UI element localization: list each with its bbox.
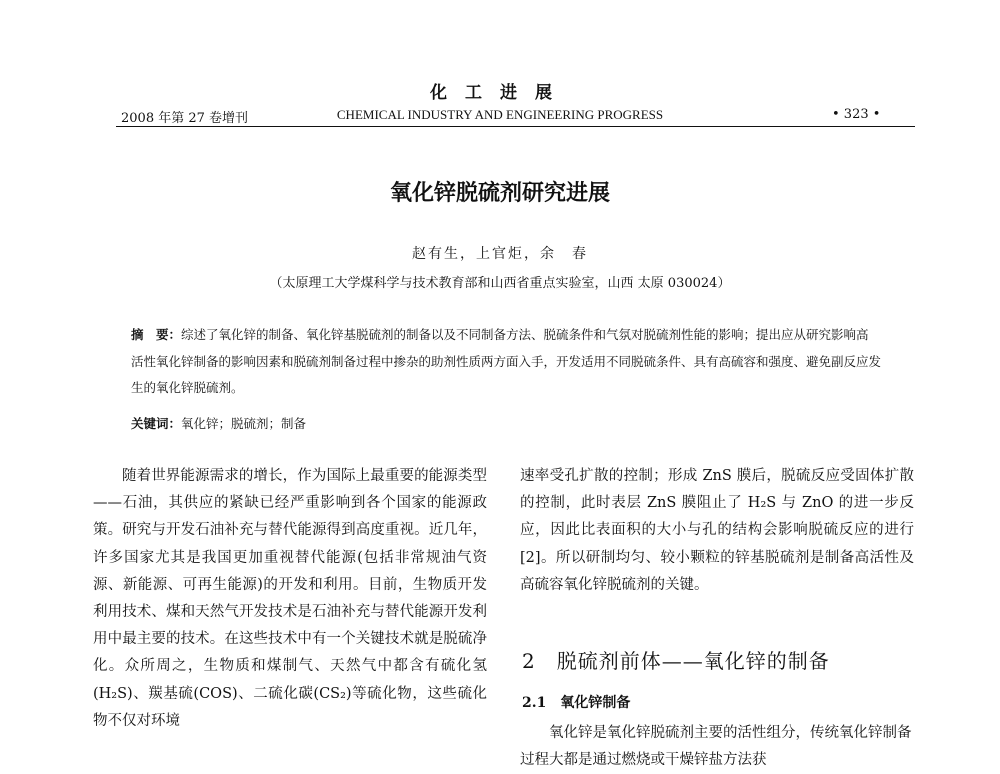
keywords-label: 关键词： xyxy=(131,416,182,431)
article-title: 氧化锌脱硫剂研究进展 xyxy=(389,180,610,206)
keywords-text: 氧化锌；脱硫剂；制备 xyxy=(181,416,307,431)
section-2-1-heading: 2.1 氧化锌制备 xyxy=(522,695,631,711)
intro-paragraph: 随着世界能源需求的增长，作为国际上最重要的能源类型——石油，其供应的紧缺已经严重影响到各个国家的能源政策。研究与开发石油补充与替代能源得到高度重视。近几年，许多国家尤其是我国更加重视替代能源(包括非常规油气资源、新能源、可再生能源)的开发和利用。目前，生物质开发利用技术、煤和天然气开发技术是石油补充与替代能源开发利用中最主要的技术。在这些技术中有一个关键技术就是脱硫净化。众所周之，生物质和煤制气、天然气中都含有硫化氢(H₂S)、羰基硫(COS)、二硫化碳(CS₂)等硫化物，这些硫化物不仅对环境 xyxy=(93,468,487,729)
body-right-column xyxy=(520,463,914,599)
section-2-1-paragraph: 氧化锌是氧化锌脱硫剂主要的活性组分，传统氧化锌制备过程大都是通过燃烧或干燥锌盐方法获 xyxy=(520,725,912,769)
issue-info: 2008 年第 27 卷增刊 xyxy=(121,111,249,126)
page-number: • 323 • xyxy=(832,107,881,122)
body-left-column xyxy=(93,463,487,735)
abstract xyxy=(131,322,881,402)
keywords xyxy=(131,411,881,437)
diffusion-paragraph: 速率受孔扩散的控制；形成 ZnS 膜后，脱硫反应受固体扩散的控制，此时表层 ZnS 膜阻止了 H₂S 与 ZnO 的进一步反应，因此比表面积的大小与孔的结构会影响脱硫反应的进行[2]。所以研制均匀、较小颗粒的锌基脱硫剂是制备高活性及高硫容氧化锌脱硫剂的关键。 xyxy=(520,468,914,593)
section-2-heading: 2 脱硫剂前体——氧化锌的制备 xyxy=(522,649,830,673)
header-divider xyxy=(116,126,915,127)
abstract-text: 综述了氧化锌的制备、氧化锌基脱硫剂的制备以及不同制备方法、脱硫条件和气氛对脱硫剂性能的影响；提出应从研究影响高活性氧化锌制备的影响因素和脱硫剂制备过程中掺杂的助剂性质两方面入手，开发适用不同脱硫条件、具有高硫容和强度、避免副反应发生的氧化锌脱硫剂。 xyxy=(131,327,882,395)
journal-name-cn: 化工进展 xyxy=(430,83,570,103)
abstract-label: 摘 要： xyxy=(131,327,182,342)
article-authors: 赵有生，上官炬，余 春 xyxy=(412,246,588,262)
journal-name-en: CHEMICAL INDUSTRY AND ENGINEERING PROGRESS xyxy=(336,107,664,122)
article-affiliation: （太原理工大学煤科学与技术教育部和山西省重点实验室，山西 太原 030024） xyxy=(269,276,731,291)
